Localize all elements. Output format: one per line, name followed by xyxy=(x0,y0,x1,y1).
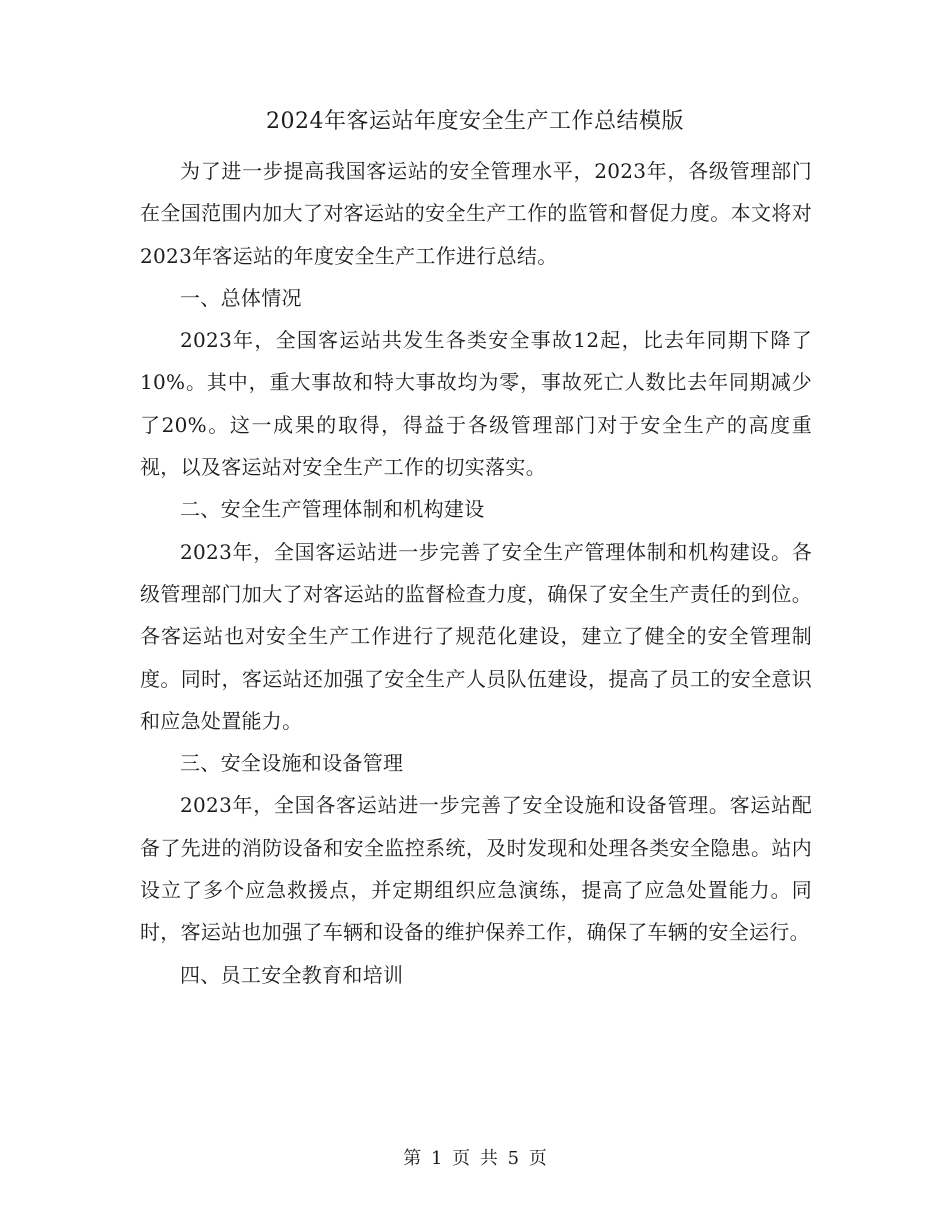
facilities-paragraph: 2023年，全国各客运站进一步完善了安全设施和设备管理。客运站配备了先进的消防设备和安全监控系统，及时发现和处理各类安全隐患。站内设立了多个应急救援点，并定期组织应急演练，提高了应急处置能力。同时，客运站也加强了车辆和设备的维护保养工作，确保了车辆的安全运行。 xyxy=(140,793,812,945)
management-system-paragraph: 2023年，全国客运站进一步完善了安全生产管理体制和机构建设。各级管理部门加大了对客运站的监督检查力度，确保了安全生产责任的到位。各客运站也对安全生产工作进行了规范化建设，建立了健全的安全管理制度。同时，客运站还加强了安全生产人员队伍建设，提高了员工的安全意识和应急处置能力。 xyxy=(140,539,812,733)
intro-paragraph: 为了进一步提高我国客运站的安全管理水平，2023年，各级管理部门在全国范围内加大了对客运站的安全生产工作的监管和督促力度。本文将对2023年客运站的年度安全生产工作进行总结。 xyxy=(140,159,812,268)
section-heading-management-system: 二、安全生产管理体制和机构建设 xyxy=(180,497,485,522)
document-body xyxy=(140,150,812,996)
section-heading-training: 四、员工安全教育和培训 xyxy=(180,962,404,987)
document-title: 2024年客运站年度安全生产工作总结模版 xyxy=(266,109,684,134)
overview-paragraph: 2023年，全国客运站共发生各类安全事故12起，比去年同期下降了10%。其中，重大事故和特大事故均为零，事故死亡人数比去年同期减少了20%。这一成果的取得，得益于各级管理部门对于安全生产的高度重视，以及客运站对安全生产工作的切实落实。 xyxy=(140,328,812,480)
section-heading-facilities: 三、安全设施和设备管理 xyxy=(180,751,404,776)
section-heading-overview: 一、总体情况 xyxy=(180,285,302,310)
page-number-footer: 第 1 页 共 5 页 xyxy=(403,1148,547,1169)
